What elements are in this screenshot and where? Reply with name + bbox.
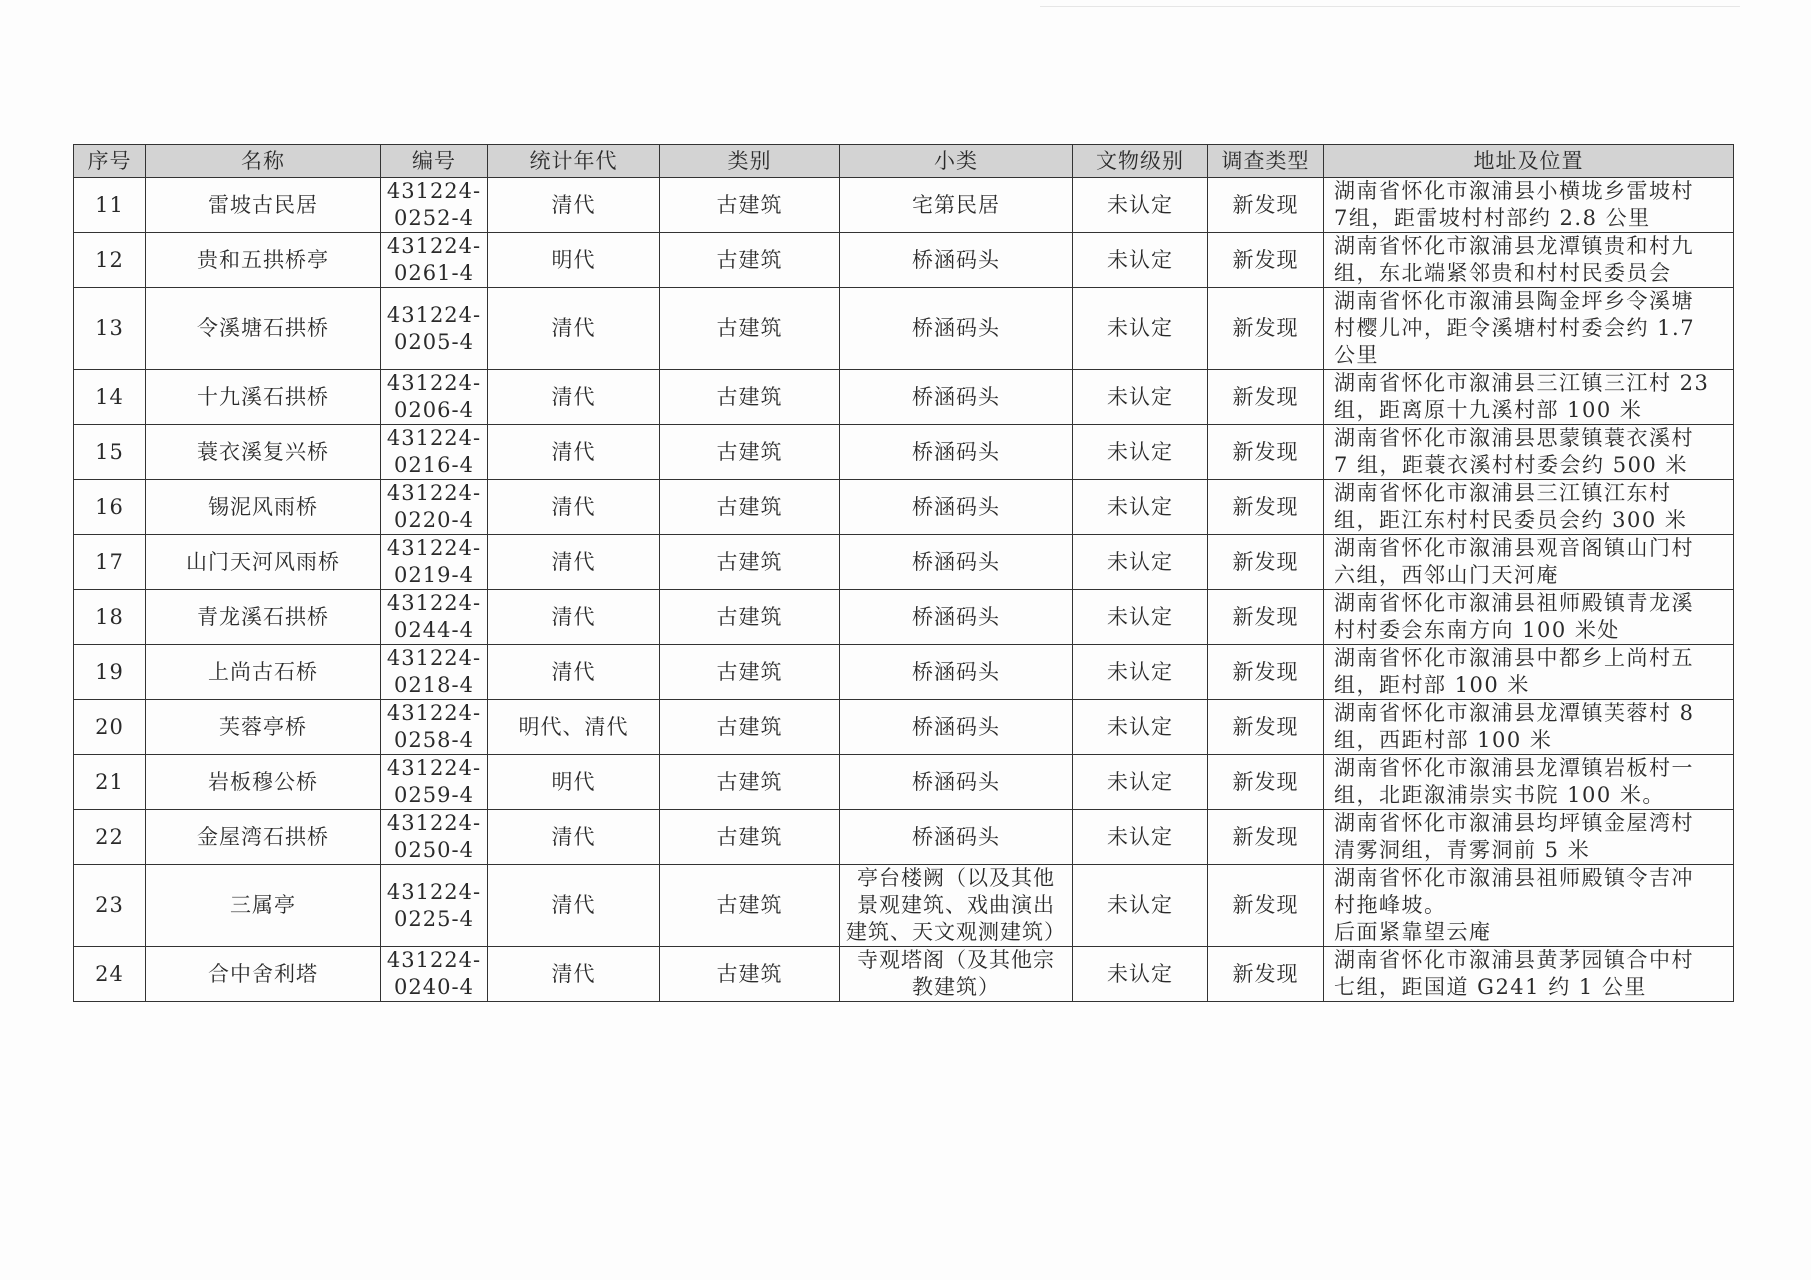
table-row [74,590,1734,645]
cell-subcategory [840,233,1073,288]
cell-address-line: 7组，距雷坡村村部约 2.8 公里 [1334,206,1651,230]
cell-address-line: 湖南省怀化市溆浦县黄茅园镇合中村 [1334,948,1694,972]
cell-subcategory-line: 桥涵码头 [912,824,1000,849]
cell-name: 三属亭 [146,865,381,947]
cell-survey-type: 新发现 [1208,480,1324,535]
cell-address-line: 湖南省怀化市溆浦县小横垅乡雷坡村 [1334,179,1694,203]
table-row [74,755,1734,810]
cell-code-line: 0219-4 [394,563,474,587]
table-row [74,645,1734,700]
cell-survey-type: 新发现 [1208,755,1324,810]
table-row [74,425,1734,480]
cell-heritage-level: 未认定 [1073,810,1208,865]
cell-code-line: 0250-4 [394,838,474,862]
cell-subcategory-line: 亭台楼阙（以及其他 [857,866,1055,890]
cell-code-line: 431224- [386,591,482,615]
cell-address-line: 湖南省怀化市溆浦县龙潭镇芙蓉村 8 [1334,701,1695,725]
cell-address-line: 湖南省怀化市溆浦县陶金坪乡令溪塘 [1334,289,1694,313]
cell-name: 蓑衣溪复兴桥 [146,425,381,480]
table-row [74,288,1734,370]
scan-artifact-line [1040,6,1740,7]
cell-address-line: 组，北距溆浦崇实书院 100 米。 [1334,783,1665,807]
cell-address [1324,370,1734,425]
cell-serial: 24 [74,947,146,1002]
cell-name: 山门天河风雨桥 [146,535,381,590]
cell-address [1324,865,1734,947]
cell-survey-type: 新发现 [1208,810,1324,865]
cell-subcategory-line: 桥涵码头 [912,604,1000,629]
header-address: 地址及位置 [1324,145,1734,178]
cell-heritage-level: 未认定 [1073,370,1208,425]
cell-code-line: 0252-4 [394,206,474,230]
cell-serial: 13 [74,288,146,370]
cell-code-line: 0261-4 [394,261,474,285]
cell-category: 古建筑 [660,370,840,425]
cell-era: 清代 [488,865,660,947]
cell-heritage-level: 未认定 [1073,178,1208,233]
cell-address-line: 公里 [1334,343,1379,367]
cell-code-line: 0220-4 [394,508,474,532]
cell-address-line: 7 组，距蓑衣溪村村委会约 500 米 [1334,453,1688,477]
table-row [74,233,1734,288]
cell-address-line: 湖南省怀化市溆浦县均坪镇金屋湾村 [1334,811,1694,835]
cell-era: 清代 [488,288,660,370]
cell-code [381,810,488,865]
header-subcategory: 小类 [840,145,1073,178]
cell-code [381,288,488,370]
cell-subcategory [840,590,1073,645]
cell-era: 明代、清代 [488,700,660,755]
cell-address [1324,425,1734,480]
cell-address-line: 组，西距村部 100 米 [1334,728,1553,752]
cell-code-line: 0258-4 [394,728,474,752]
cell-code-line: 0206-4 [394,398,474,422]
cell-subcategory-line: 桥涵码头 [912,659,1000,684]
cell-address-line: 组，距江东村村民委员会约 300 米 [1334,508,1688,532]
cell-code-line: 431224- [386,234,482,258]
cell-code [381,755,488,810]
cell-name: 贵和五拱桥亭 [146,233,381,288]
cell-code-line: 431224- [386,811,482,835]
cell-era: 清代 [488,947,660,1002]
cell-heritage-level: 未认定 [1073,590,1208,645]
cell-subcategory [840,480,1073,535]
cell-address-line: 湖南省怀化市溆浦县思蒙镇蓑衣溪村 [1334,426,1694,450]
cell-address-line: 后面紧靠望云庵 [1334,920,1492,944]
cell-heritage-level: 未认定 [1073,947,1208,1002]
cell-era: 清代 [488,535,660,590]
cell-address-line: 湖南省怀化市溆浦县龙潭镇贵和村九 [1334,234,1694,258]
cell-address-line: 湖南省怀化市溆浦县祖师殿镇令吉冲 [1334,866,1694,890]
cell-code-line: 431224- [386,756,482,780]
cell-serial: 19 [74,645,146,700]
cell-address-line: 清雾洞组，青雾洞前 5 米 [1334,838,1591,862]
header-code: 编号 [381,145,488,178]
cell-heritage-level: 未认定 [1073,288,1208,370]
cell-address-line: 湖南省怀化市溆浦县三江镇江东村 [1334,481,1672,505]
cell-code [381,370,488,425]
cell-serial: 12 [74,233,146,288]
table-row [74,480,1734,535]
cell-category: 古建筑 [660,865,840,947]
cell-survey-type: 新发现 [1208,535,1324,590]
cell-address [1324,535,1734,590]
cell-category: 古建筑 [660,590,840,645]
cell-name: 令溪塘石拱桥 [146,288,381,370]
cell-survey-type: 新发现 [1208,865,1324,947]
cell-subcategory-line: 寺观塔阁（及其他宗 [857,948,1055,972]
cell-subcategory-line: 桥涵码头 [912,769,1000,794]
cell-subcategory [840,755,1073,810]
cell-code-line: 0259-4 [394,783,474,807]
cell-subcategory-line: 桥涵码头 [912,494,1000,519]
cell-subcategory [840,535,1073,590]
cell-code-line: 431224- [386,302,482,327]
cell-name: 金屋湾石拱桥 [146,810,381,865]
cell-era: 清代 [488,810,660,865]
cell-name: 芙蓉亭桥 [146,700,381,755]
cell-subcategory-line: 教建筑） [912,975,1000,999]
cell-address-line: 湖南省怀化市溆浦县三江镇三江村 23 [1334,371,1710,395]
cell-code [381,645,488,700]
cell-serial: 15 [74,425,146,480]
cell-address [1324,178,1734,233]
cell-subcategory-line: 桥涵码头 [912,316,1000,340]
cell-code-line: 0240-4 [394,975,474,999]
cell-heritage-level: 未认定 [1073,865,1208,947]
cell-serial: 20 [74,700,146,755]
cell-era: 清代 [488,370,660,425]
cell-subcategory-line: 建筑、天文观测建筑） [846,920,1066,944]
cell-serial: 23 [74,865,146,947]
cell-serial: 16 [74,480,146,535]
cell-name: 雷坡古民居 [146,178,381,233]
table-row [74,810,1734,865]
cell-survey-type: 新发现 [1208,370,1324,425]
cell-survey-type: 新发现 [1208,590,1324,645]
cell-address-line: 组，距离原十九溪村部 100 米 [1334,398,1643,422]
cell-heritage-level: 未认定 [1073,535,1208,590]
cell-name: 岩板穆公桥 [146,755,381,810]
cell-code [381,233,488,288]
cell-address [1324,590,1734,645]
cell-code-line: 0244-4 [394,618,474,642]
header-heritage-level: 文物级别 [1073,145,1208,178]
cell-code-line: 431224- [386,948,482,972]
cell-survey-type: 新发现 [1208,178,1324,233]
cell-heritage-level: 未认定 [1073,700,1208,755]
cell-subcategory [840,425,1073,480]
cell-heritage-level: 未认定 [1073,480,1208,535]
table-row [74,865,1734,947]
cell-address [1324,645,1734,700]
cell-serial: 22 [74,810,146,865]
cell-category: 古建筑 [660,480,840,535]
cell-code-line: 431224- [386,426,482,450]
cell-subcategory-line: 景观建筑、戏曲演出 [857,893,1055,917]
cell-category: 古建筑 [660,178,840,233]
cell-era: 清代 [488,645,660,700]
header-survey-type: 调查类型 [1208,145,1324,178]
cell-code-line: 431224- [386,371,482,395]
cell-address [1324,288,1734,370]
cell-category: 古建筑 [660,700,840,755]
cell-category: 古建筑 [660,288,840,370]
cell-subcategory [840,370,1073,425]
cell-code [381,947,488,1002]
cell-address-line: 湖南省怀化市溆浦县祖师殿镇青龙溪 [1334,591,1694,615]
cell-subcategory [840,178,1073,233]
cell-survey-type: 新发现 [1208,700,1324,755]
cell-subcategory-line: 桥涵码头 [912,384,1000,409]
cell-code-line: 0225-4 [394,906,474,931]
cell-address [1324,810,1734,865]
table-row [74,178,1734,233]
cell-survey-type: 新发现 [1208,233,1324,288]
cell-heritage-level: 未认定 [1073,755,1208,810]
cell-era: 清代 [488,425,660,480]
header-name: 名称 [146,145,381,178]
cell-subcategory [840,810,1073,865]
cell-name: 锡泥风雨桥 [146,480,381,535]
cell-name: 合中舍利塔 [146,947,381,1002]
heritage-survey-table [73,144,1734,1002]
table-row [74,370,1734,425]
cell-code-line: 431224- [386,536,482,560]
table-row [74,700,1734,755]
cell-serial: 21 [74,755,146,810]
cell-heritage-level: 未认定 [1073,645,1208,700]
cell-code [381,535,488,590]
cell-address-line: 村村委会东南方向 100 米处 [1334,618,1620,642]
cell-address-line: 村樱儿冲，距令溪塘村村委会约 1.7 [1334,316,1696,340]
header-row [74,145,1734,178]
cell-address-line: 六组，西邻山门天河庵 [1334,563,1559,587]
cell-serial: 14 [74,370,146,425]
cell-category: 古建筑 [660,645,840,700]
cell-subcategory-line: 宅第民居 [912,192,1000,217]
cell-subcategory [840,288,1073,370]
cell-subcategory [840,700,1073,755]
cell-address-line: 组，距村部 100 米 [1334,673,1530,697]
cell-era: 清代 [488,590,660,645]
cell-code-line: 0205-4 [394,329,474,354]
cell-code [381,865,488,947]
header-serial: 序号 [74,145,146,178]
cell-category: 古建筑 [660,535,840,590]
cell-address-line: 湖南省怀化市溆浦县中都乡上尚村五 [1334,646,1694,670]
cell-serial: 17 [74,535,146,590]
cell-era: 清代 [488,480,660,535]
cell-address [1324,480,1734,535]
cell-subcategory-line: 桥涵码头 [912,439,1000,464]
cell-code-line: 431224- [386,179,482,203]
cell-code-line: 431224- [386,646,482,670]
header-era: 统计年代 [488,145,660,178]
cell-category: 古建筑 [660,755,840,810]
header-category: 类别 [660,145,840,178]
cell-era: 明代 [488,755,660,810]
cell-category: 古建筑 [660,425,840,480]
cell-code-line: 0218-4 [394,673,474,697]
cell-address-line: 村拖峰坡。 [1334,893,1447,917]
cell-survey-type: 新发现 [1208,425,1324,480]
cell-address [1324,233,1734,288]
cell-address [1324,755,1734,810]
cell-code-line: 431224- [386,481,482,505]
cell-subcategory-line: 桥涵码头 [912,549,1000,574]
table-row [74,947,1734,1002]
cell-heritage-level: 未认定 [1073,425,1208,480]
cell-address-line: 湖南省怀化市溆浦县龙潭镇岩板村一 [1334,756,1694,780]
cell-name: 青龙溪石拱桥 [146,590,381,645]
table-body [74,178,1734,1002]
cell-address-line: 七组，距国道 G241 约 1 公里 [1334,975,1647,999]
cell-subcategory [840,865,1073,947]
cell-category: 古建筑 [660,947,840,1002]
cell-code-line: 0216-4 [394,453,474,477]
cell-heritage-level: 未认定 [1073,233,1208,288]
cell-subcategory [840,947,1073,1002]
table-row [74,535,1734,590]
cell-code-line: 431224- [386,879,482,904]
cell-name: 上尚古石桥 [146,645,381,700]
cell-serial: 11 [74,178,146,233]
cell-code [381,700,488,755]
cell-era: 明代 [488,233,660,288]
cell-subcategory-line: 桥涵码头 [912,714,1000,739]
cell-serial: 18 [74,590,146,645]
cell-survey-type: 新发现 [1208,288,1324,370]
cell-code [381,178,488,233]
cell-address [1324,700,1734,755]
cell-code [381,590,488,645]
cell-category: 古建筑 [660,233,840,288]
cell-code-line: 431224- [386,701,482,725]
cell-address-line: 组，东北端紧邻贵和村村民委员会 [1334,261,1672,285]
cell-subcategory-line: 桥涵码头 [912,247,1000,272]
cell-survey-type: 新发现 [1208,645,1324,700]
cell-era: 清代 [488,178,660,233]
cell-subcategory [840,645,1073,700]
cell-survey-type: 新发现 [1208,947,1324,1002]
cell-address-line: 湖南省怀化市溆浦县观音阁镇山门村 [1334,536,1694,560]
cell-category: 古建筑 [660,810,840,865]
cell-code [381,425,488,480]
cell-name: 十九溪石拱桥 [146,370,381,425]
cell-address [1324,947,1734,1002]
cell-code [381,480,488,535]
table-header [74,145,1734,178]
